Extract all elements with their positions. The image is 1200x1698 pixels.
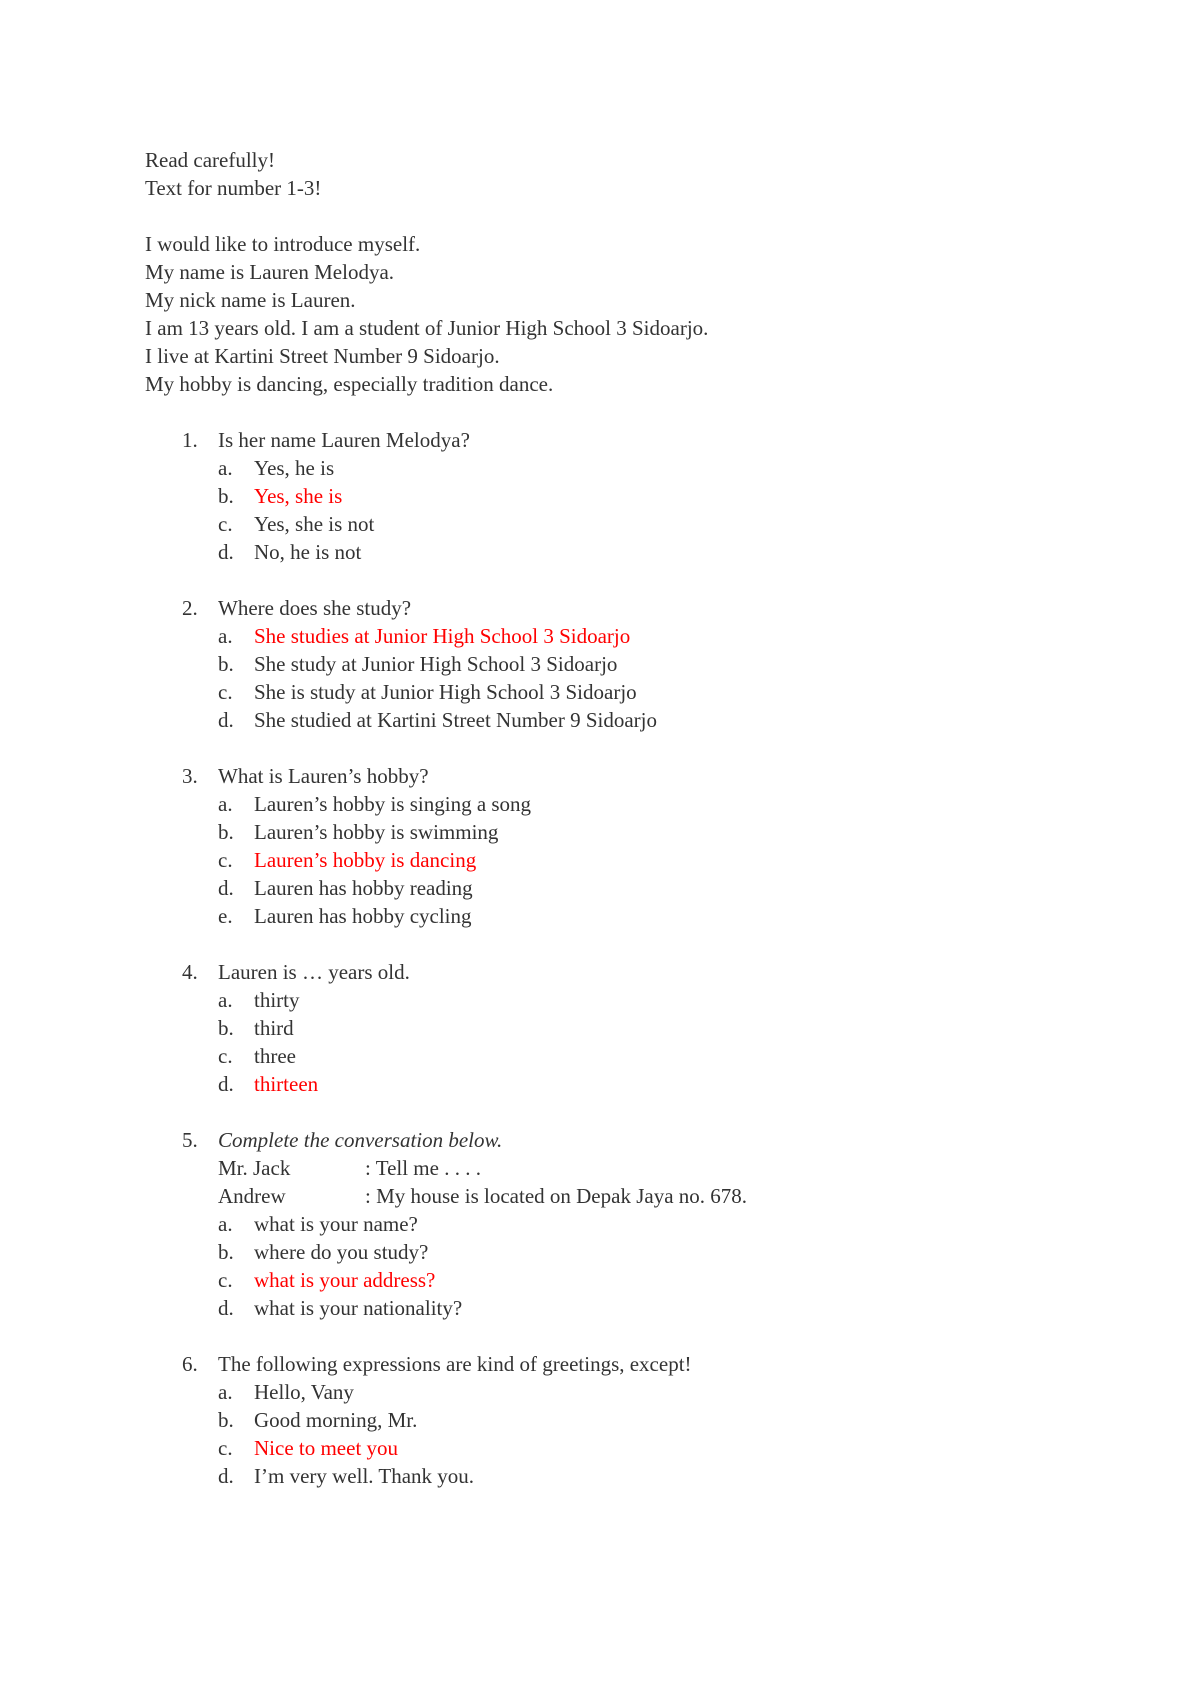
passage-line: My name is Lauren Melodya. <box>145 260 395 284</box>
option-letter: b. <box>218 1408 234 1432</box>
option-text: I’m very well. Thank you. <box>254 1464 475 1488</box>
option-text: She is study at Junior High School 3 Sidoarjo <box>254 680 637 704</box>
answer-option-correct <box>145 622 1105 650</box>
option-text: what is your nationality? <box>254 1296 463 1320</box>
option-text: thirteen <box>254 1072 319 1096</box>
question-row <box>145 958 1105 986</box>
answer-option <box>145 510 1105 538</box>
option-text: Yes, she is not <box>254 512 375 536</box>
answer-option <box>145 1406 1105 1434</box>
answer-option <box>145 650 1105 678</box>
option-text: third <box>254 1016 294 1040</box>
passage-line: I live at Kartini Street Number 9 Sidoarjo. <box>145 344 500 368</box>
passage-reference: Text for number 1-3! <box>145 176 322 200</box>
question-4 <box>145 958 1105 1126</box>
answer-option <box>145 706 1105 734</box>
option-text: She studied at Kartini Street Number 9 Sidoarjo <box>254 708 658 732</box>
answer-option <box>145 454 1105 482</box>
question-3 <box>145 762 1105 958</box>
option-letter: a. <box>218 988 233 1012</box>
answer-option-correct <box>145 1434 1105 1462</box>
question-row <box>145 1350 1105 1378</box>
passage-line: I am 13 years old. I am a student of Junior High School 3 Sidoarjo. <box>145 316 709 340</box>
option-text: Yes, he is <box>254 456 335 480</box>
passage-line: My hobby is dancing, especially tradition dance. <box>145 372 554 396</box>
option-letter: d. <box>218 1072 234 1096</box>
answer-option <box>145 1042 1105 1070</box>
dialog-speaker: Mr. Jack <box>218 1156 291 1180</box>
dialog-speaker: Andrew <box>218 1184 286 1208</box>
option-letter: e. <box>218 904 233 928</box>
question-row <box>145 426 1105 454</box>
option-text: Lauren has hobby reading <box>254 876 473 900</box>
option-letter: d. <box>218 540 234 564</box>
answer-option <box>145 818 1105 846</box>
answer-option <box>145 1014 1105 1042</box>
answer-option <box>145 678 1105 706</box>
question-text: What is Lauren’s hobby? <box>218 764 429 788</box>
question-number: 1. <box>182 428 198 452</box>
option-letter: d. <box>218 708 234 732</box>
question-row <box>145 1126 1105 1154</box>
question-row <box>145 594 1105 622</box>
option-text: three <box>254 1044 296 1068</box>
option-letter: b. <box>218 484 234 508</box>
option-letter: c. <box>218 680 233 704</box>
question-1 <box>145 426 1105 594</box>
option-letter: a. <box>218 792 233 816</box>
question-text: Lauren is … years old. <box>218 960 410 984</box>
option-letter: b. <box>218 820 234 844</box>
option-letter: a. <box>218 1380 233 1404</box>
dialog-line <box>145 1154 1105 1182</box>
option-text: She studies at Junior High School 3 Sidoarjo <box>254 624 631 648</box>
option-letter: c. <box>218 1268 233 1292</box>
question-5 <box>145 1126 1105 1350</box>
option-letter: b. <box>218 1240 234 1264</box>
option-letter: d. <box>218 1296 234 1320</box>
answer-option <box>145 874 1105 902</box>
option-letter: a. <box>218 456 233 480</box>
option-letter: a. <box>218 1212 233 1236</box>
option-letter: b. <box>218 652 234 676</box>
option-text: what is your name? <box>254 1212 418 1236</box>
question-text: Where does she study? <box>218 596 412 620</box>
option-letter: d. <box>218 1464 234 1488</box>
answer-option <box>145 902 1105 930</box>
answer-option <box>145 538 1105 566</box>
question-row <box>145 762 1105 790</box>
option-text: what is your address? <box>254 1268 436 1292</box>
question-6 <box>145 1350 1105 1490</box>
question-text: Is her name Lauren Melodya? <box>218 428 470 452</box>
option-text: Hello, Vany <box>254 1380 354 1404</box>
option-text: Lauren’s hobby is swimming <box>254 820 499 844</box>
answer-option-correct <box>145 846 1105 874</box>
instruction-heading: Read carefully! <box>145 148 276 172</box>
option-text: Yes, she is <box>254 484 343 508</box>
option-letter: c. <box>218 1436 233 1460</box>
answer-option <box>145 1238 1105 1266</box>
option-text: where do you study? <box>254 1240 429 1264</box>
option-text: Lauren’s hobby is singing a song <box>254 792 532 816</box>
dialog-utterance: : Tell me . . . . <box>365 1156 481 1180</box>
option-letter: c. <box>218 1044 233 1068</box>
answer-option <box>145 1210 1105 1238</box>
option-text: thirty <box>254 988 300 1012</box>
option-text: No, he is not <box>254 540 362 564</box>
question-text: Complete the conversation below. <box>218 1128 503 1152</box>
question-2 <box>145 594 1105 762</box>
option-text: Nice to meet you <box>254 1436 399 1460</box>
option-letter: a. <box>218 624 233 648</box>
answer-option <box>145 1378 1105 1406</box>
reading-passage <box>145 230 1105 398</box>
worksheet-page <box>145 146 1105 1490</box>
answer-option-correct <box>145 482 1105 510</box>
option-text: She study at Junior High School 3 Sidoarjo <box>254 652 618 676</box>
option-text: Good morning, Mr. <box>254 1408 418 1432</box>
option-text: Lauren has hobby cycling <box>254 904 472 928</box>
answer-option <box>145 1294 1105 1322</box>
question-number: 6. <box>182 1352 198 1376</box>
passage-line: I would like to introduce myself. <box>145 232 421 256</box>
question-number: 2. <box>182 596 198 620</box>
question-text: The following expressions are kind of greetings, except! <box>218 1352 692 1376</box>
question-number: 3. <box>182 764 198 788</box>
answer-option-correct <box>145 1266 1105 1294</box>
option-letter: c. <box>218 512 233 536</box>
dialog-utterance: : My house is located on Depak Jaya no. 678. <box>365 1184 748 1208</box>
answer-option <box>145 1462 1105 1490</box>
question-list <box>145 426 1105 1490</box>
question-number: 4. <box>182 960 198 984</box>
option-letter: c. <box>218 848 233 872</box>
option-text: Lauren’s hobby is dancing <box>254 848 477 872</box>
answer-option <box>145 986 1105 1014</box>
answer-option-correct <box>145 1070 1105 1098</box>
question-number: 5. <box>182 1128 198 1152</box>
option-letter: b. <box>218 1016 234 1040</box>
answer-option <box>145 790 1105 818</box>
passage-line: My nick name is Lauren. <box>145 288 356 312</box>
dialog-line <box>145 1182 1105 1210</box>
option-letter: d. <box>218 876 234 900</box>
